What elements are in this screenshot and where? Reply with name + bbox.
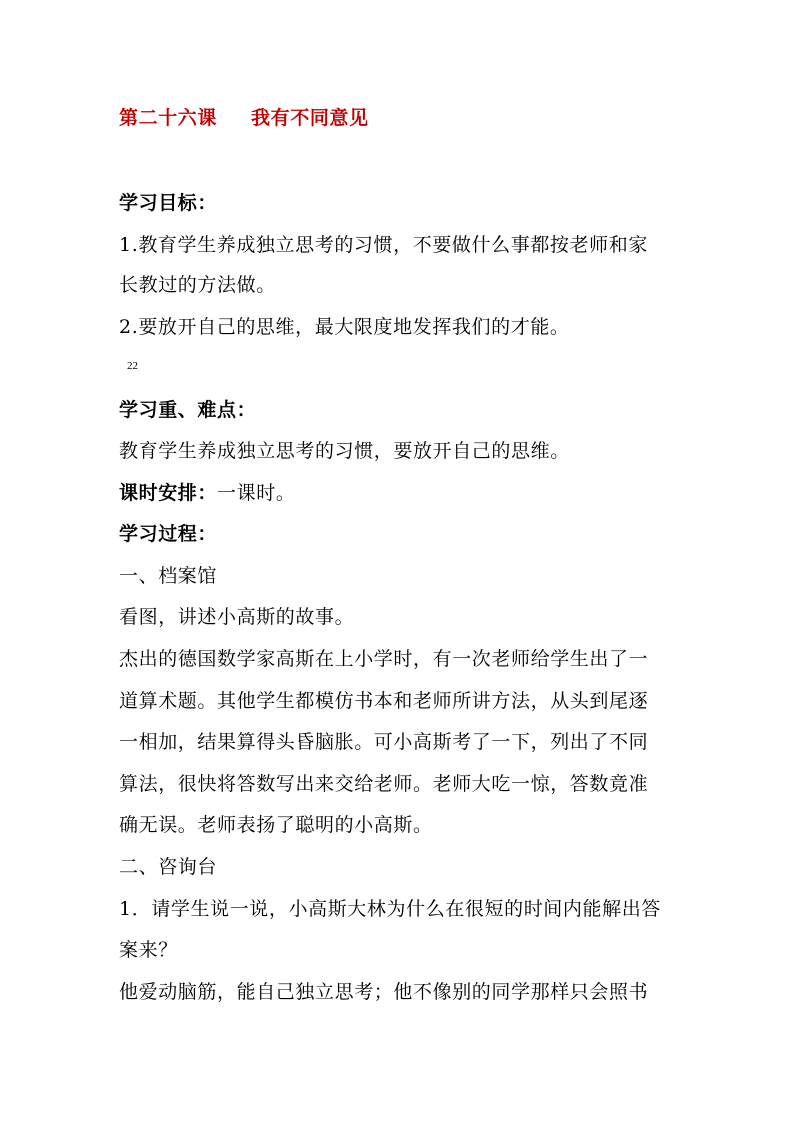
story-line-3: 一相加，结果算得头昏脑胀。可小高斯考了一下，列出了不同 — [119, 731, 649, 753]
lesson-title — [119, 106, 369, 130]
story-line-4: 算法，很快将答数写出来交给老师。老师大吃一惊，答数竟准 — [119, 773, 649, 795]
key-points-text: 教育学生养成独立思考的习惯，要放开自己的思维。 — [119, 440, 570, 462]
objectives-heading: 学习目标： — [119, 192, 218, 214]
story-line-1: 杰出的德国数学家高斯在上小学时，有一次老师给学生出了一 — [119, 648, 649, 670]
schedule-value: 一课时。 — [217, 482, 296, 504]
key-points-heading: 学习重、难点： — [119, 399, 257, 421]
page-number: 22 — [127, 360, 138, 372]
schedule-line — [119, 481, 679, 505]
section-1-heading: 一、档案馆 — [119, 565, 218, 587]
lesson-number: 第二十六课 — [119, 107, 218, 129]
objective-1-line-2: 长教过的方法做。 — [119, 274, 276, 296]
answer-line-1: 他爱动脑筋，能自己独立思考；他不像别的同学那样只会照书 — [119, 981, 649, 1003]
section-1-intro: 看图，讲述小高斯的故事。 — [119, 606, 355, 628]
section-2-heading: 二、咨询台 — [119, 856, 218, 878]
question-line-1: 1．请学生说一说，小高斯大林为什么在很短的时间内能解出答 — [119, 898, 661, 920]
question-line-2: 案来？ — [119, 939, 178, 961]
schedule-label: 课时安排： — [119, 482, 218, 504]
story-line-5: 确无误。老师表扬了聪明的小高斯。 — [119, 814, 433, 836]
objective-2: 2.要放开自己的思维，最大限度地发挥我们的才能。 — [119, 316, 570, 338]
story-line-2: 道算术题。其他学生都模仿书本和老师所讲方法，从头到尾逐 — [119, 690, 649, 712]
lesson-name: 我有不同意见 — [251, 107, 369, 129]
objective-1-line-1: 1.教育学生养成独立思考的习惯，不要做什么事都按老师和家 — [119, 234, 648, 256]
process-heading: 学习过程： — [119, 523, 218, 545]
